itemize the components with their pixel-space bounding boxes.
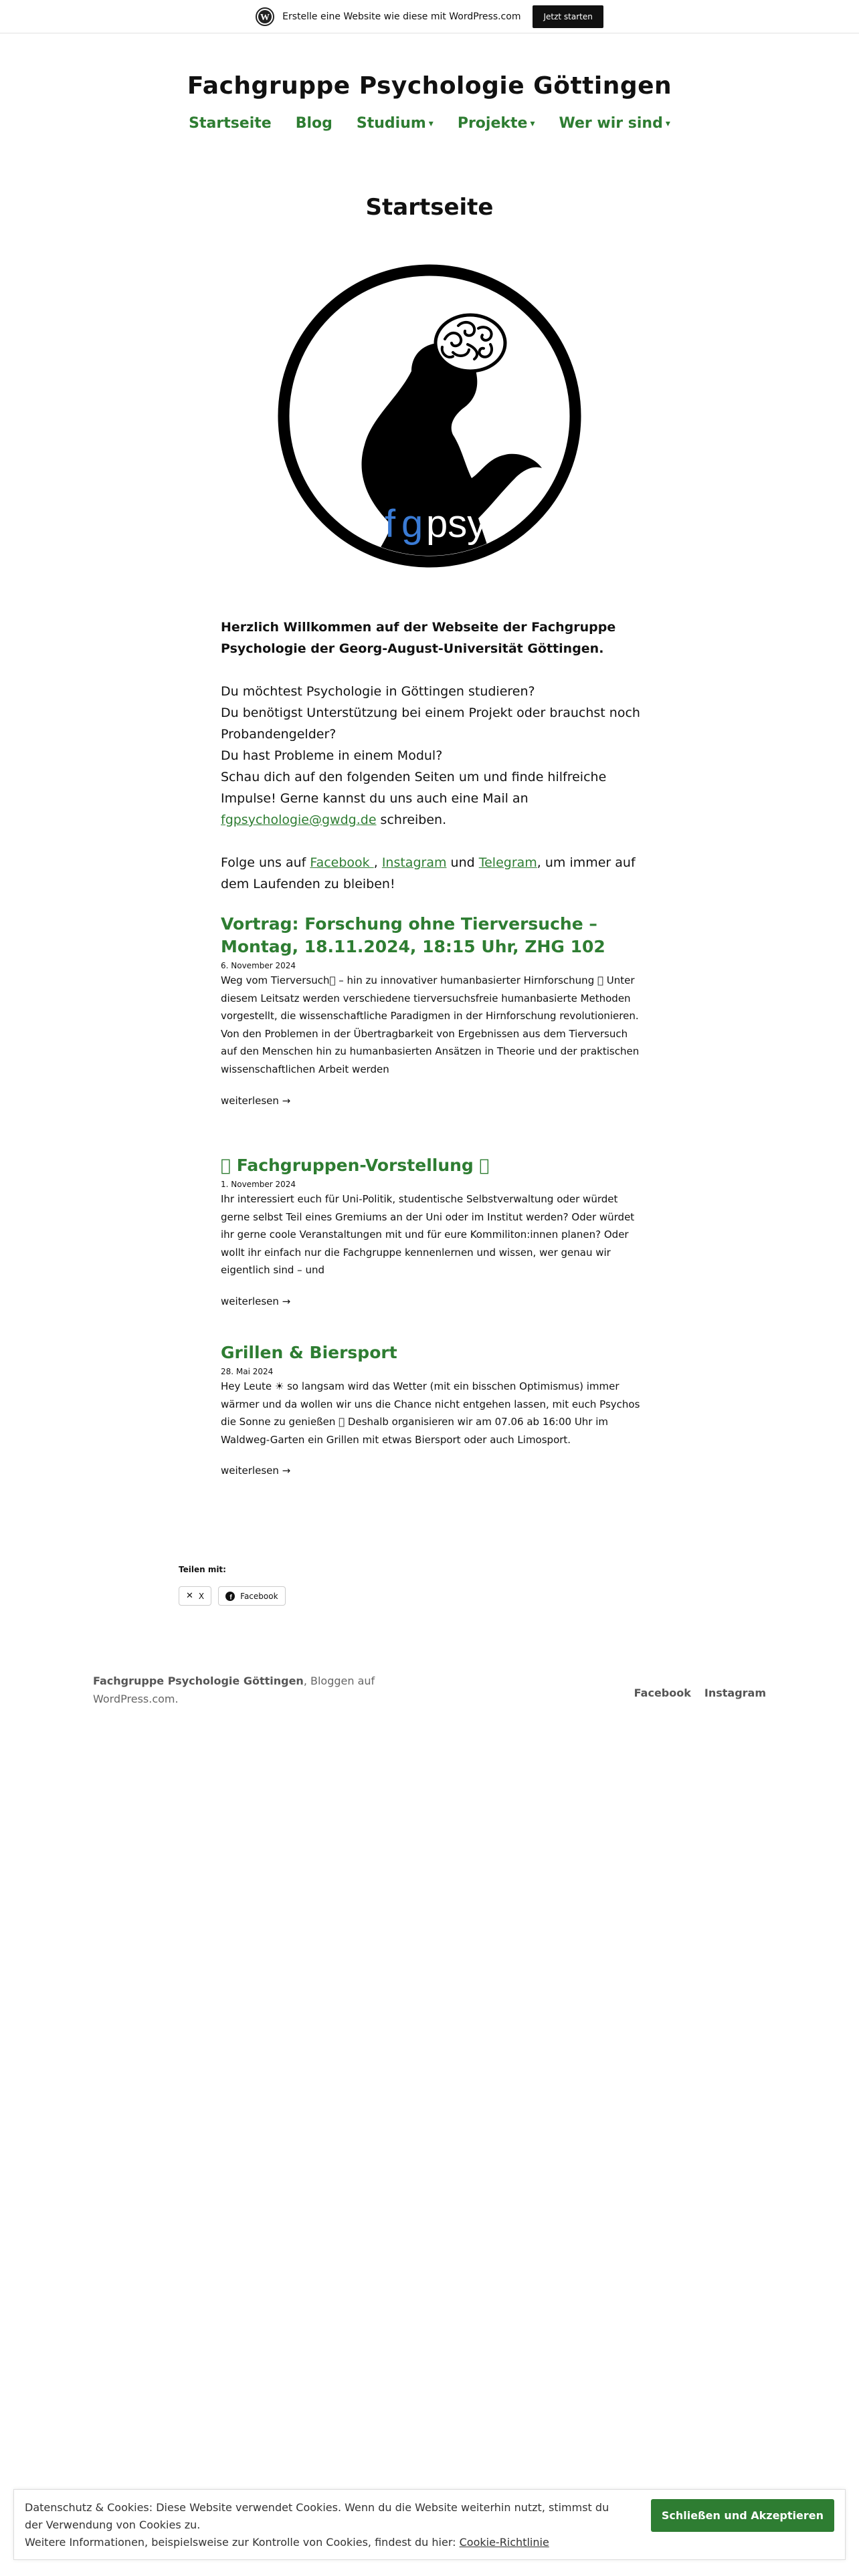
footer-site-link[interactable]: Fachgruppe Psychologie Göttingen (93, 1675, 304, 1687)
post-title[interactable]: 􏿾 Fachgruppen-Vorstellung 􏿾 (221, 1156, 490, 1175)
post-item (221, 1154, 642, 1307)
wordpress-logo-icon[interactable] (256, 7, 274, 26)
cookie-policy-link[interactable]: Cookie-Richtlinie (459, 2536, 549, 2549)
post-date: 1. November 2024 (221, 1180, 296, 1189)
chevron-down-icon: ▾ (530, 118, 535, 129)
x-icon: ✕ (186, 1591, 193, 1601)
chevron-down-icon: ▾ (665, 118, 670, 129)
footer-facebook-link[interactable]: Facebook (634, 1687, 691, 1699)
post-title[interactable]: Vortrag: Forschung ohne Tierversuche – Montag, 18.11.2024, 18:15 Uhr, ZHG 102 (221, 914, 605, 956)
read-more-link[interactable]: weiterlesen → (221, 1465, 291, 1477)
instagram-link[interactable]: Instagram (381, 855, 447, 870)
wordpress-promo-text[interactable]: Erstelle eine Website wie diese mit WordPress.com (282, 11, 521, 22)
logo-text-g: g (401, 502, 423, 546)
wordpress-promo-bar (0, 0, 859, 33)
chevron-down-icon: ▾ (428, 118, 434, 129)
nav-item-studium[interactable]: Studium ▾ (356, 115, 434, 132)
post-item (221, 913, 642, 1107)
cookie-banner (13, 2489, 846, 2560)
footer-credits: Fachgruppe Psychologie Göttingen, Bloggen auf WordPress.com. (93, 1675, 375, 1705)
read-more-link[interactable]: weiterlesen → (221, 1094, 291, 1107)
post-excerpt: Weg vom Tierversuch􏿾 – hin zu innovativer humanbasierter Hirnforschung 􏿾 Unter diesem Leitsatz werden verschiedene tierversuchsfreie humanbasierte Methoden vorgestellt, die wissenschaftliche Paradigmen in der Hirnforschung revolutionieren. Von den Problemen in der Übertragbarkeit von Ergebnissen aus dem Tierversuch auf den Menschen hin zu humanbasierten Ansätzen in Theorie und der praktischen wissenschaftlichen Arbeit werden (221, 974, 640, 1075)
facebook-icon (225, 1592, 235, 1601)
main-navigation (0, 115, 859, 132)
page-title: Startseite (365, 194, 494, 221)
welcome-text: Herzlich Willkommen auf der Webseite der Fachgruppe Psychologie der Georg-August-Universität Göttingen. (221, 620, 616, 656)
follow-paragraph: Folge uns auf Facebook , Instagram und Telegram, um immer auf dem Laufenden zu bleiben! (221, 855, 636, 891)
footer-instagram-link[interactable]: Instagram (704, 1687, 766, 1699)
nav-item-projekte[interactable]: Projekte ▾ (457, 115, 535, 132)
read-more-link[interactable]: weiterlesen → (221, 1295, 291, 1307)
logo-text-psy: psy (426, 502, 487, 546)
nav-item-startseite[interactable]: Startseite (189, 115, 272, 132)
share-label: Teilen mit: (179, 1565, 226, 1574)
intro-paragraph: Du möchtest Psychologie in Göttingen studieren? Du benötigst Unterstützung bei einem Projekt oder brauchst noch Probandengelder? Du hast Probleme in einem Modul? Schau dich auf den folgenden Seiten um und finde hilfreiche Impulse! Gerne kannst du uns auch eine Mail an fgpsychologie@gwdg.de schreiben. (221, 684, 640, 827)
fgpsy-logo (278, 264, 581, 568)
post-date: 6. November 2024 (221, 961, 296, 970)
post-date: 28. Mai 2024 (221, 1367, 274, 1376)
get-started-button[interactable]: Jetzt starten (533, 5, 603, 28)
facebook-link[interactable]: Facebook (310, 855, 374, 870)
intro-text (221, 617, 642, 916)
post-item (221, 1341, 642, 1477)
telegram-link[interactable]: Telegram (478, 855, 537, 870)
svg-text:W: W (260, 12, 270, 23)
footer-social-links (634, 1687, 766, 1699)
cookie-text: Datenschutz & Cookies: Diese Website verwendet Cookies. Wenn du die Website weiterhin nutzt, stimmst du der Verwendung von Cookies zu. Weitere Informationen, beispielsweise zur Kontrolle von Cookies, findest du hier: Cookie-Richtlinie (25, 2501, 609, 2549)
logo-text-f: f (385, 502, 396, 546)
post-excerpt: Ihr interessiert euch für Uni-Politik, studentische Selbstverwaltung oder würdet gerne selbst Teil eines Gremiums an der Uni oder im Institut werden? Oder würdet ihr gerne coole Veranstaltungen mit und für eure Kommiliton:innen planen? Oder wollt ihr einfach nur die Fachgruppe kennenlernen und wissen, wer genau wir eigentlich sind – und (221, 1193, 635, 1277)
nav-item-blog[interactable]: Blog (295, 115, 332, 132)
share-x-button[interactable]: ✕ X (179, 1586, 211, 1606)
accept-cookies-button[interactable]: Schließen und Akzeptieren (651, 2499, 834, 2532)
post-excerpt: Hey Leute ☀ so langsam wird das Wetter (mit ein bisschen Optimismus) immer wärmer und da wollen wir uns die Chance nicht entgehen lassen, mit euch Psychos die Sonne zu genießen 􏿾 Deshalb organisieren wir am 07.06 ab 16:00 Uhr im Waldweg-Garten ein Grillen mit etwas Biersport oder auch Limosport. (221, 1380, 640, 1446)
share-section (179, 1565, 286, 1606)
nav-item-wer-wir-sind[interactable]: Wer wir sind ▾ (559, 115, 670, 132)
share-facebook-button[interactable]: f Facebook (218, 1586, 285, 1606)
svg-text:f: f (229, 1594, 232, 1601)
post-title[interactable]: Grillen & Biersport (221, 1343, 397, 1362)
site-title[interactable]: Fachgruppe Psychologie Göttingen (187, 72, 672, 100)
email-link[interactable]: fgpsychologie@gwdg.de (221, 813, 377, 827)
